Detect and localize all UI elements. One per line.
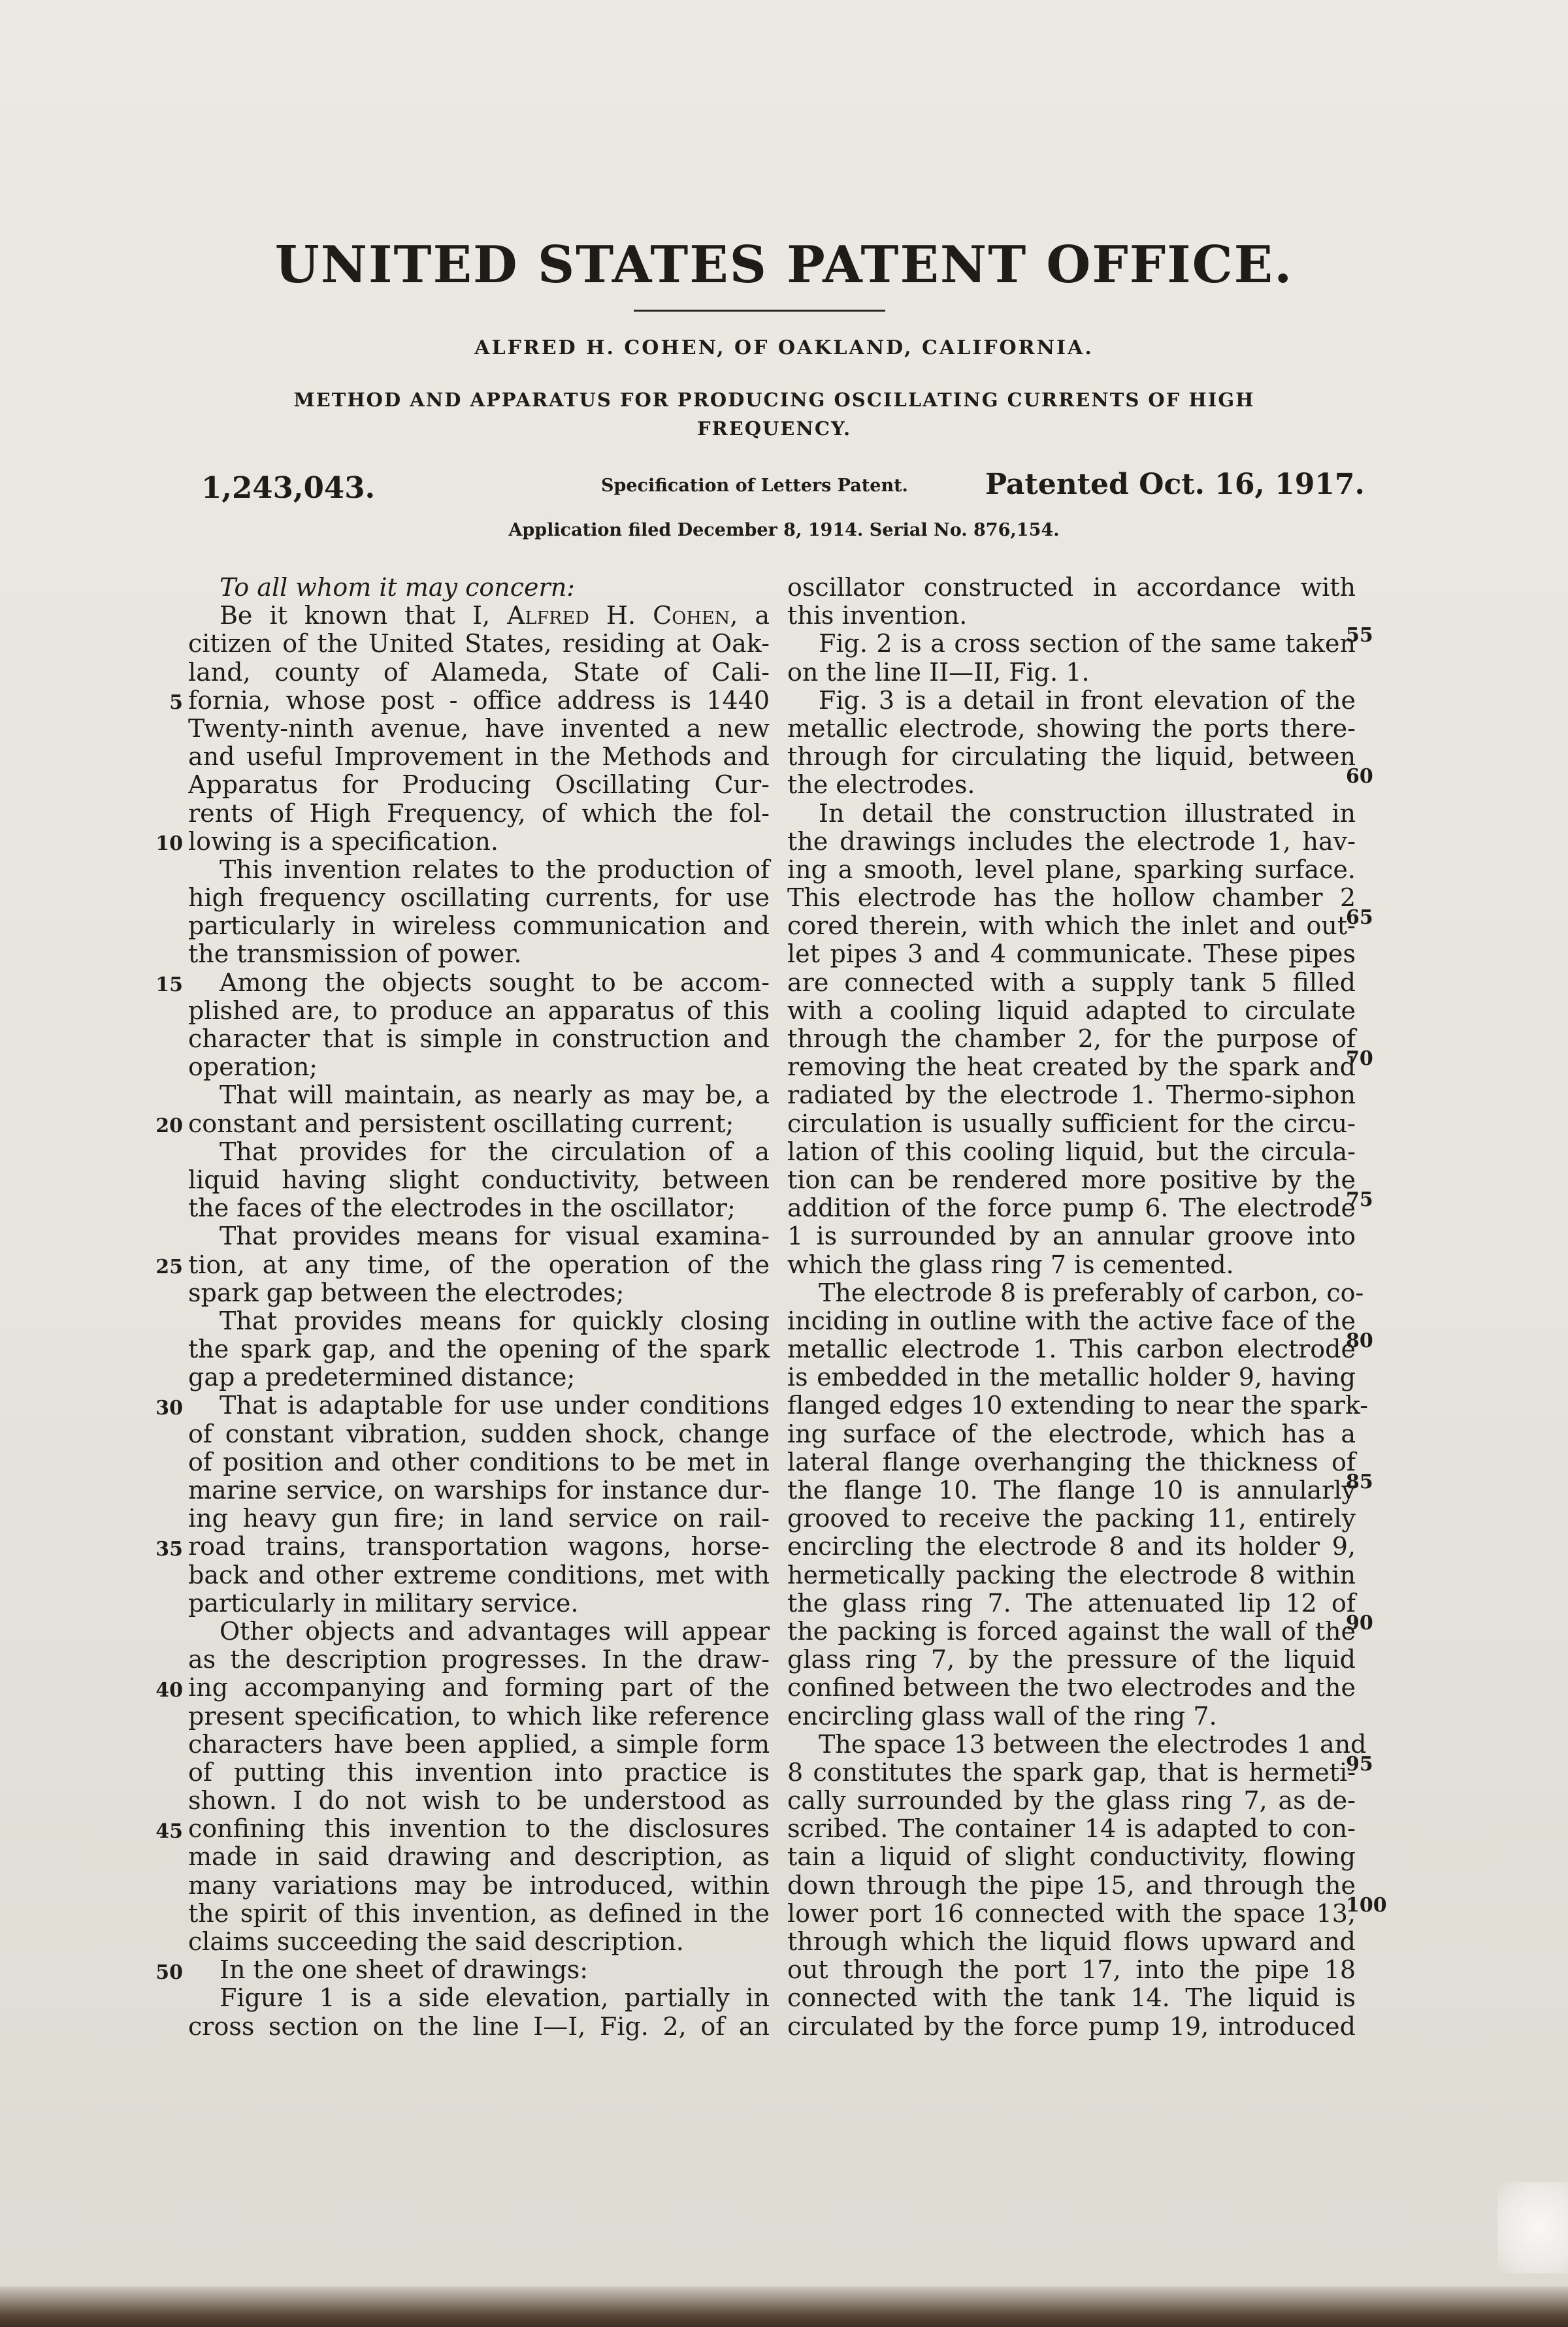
text-line: Apparatus for Producing Oscillating Cur- — [188, 770, 770, 800]
text-line: road trains, transportation wagons, horse- — [188, 1532, 770, 1561]
text-line: 1 is surrounded by an annular groove into — [787, 1222, 1356, 1251]
text-line: That provides for the circulation of a — [220, 1137, 770, 1166]
text-line: present specification, to which like reference — [188, 1701, 770, 1731]
text-line: citizen of the United States, residing at Oak- — [188, 629, 770, 659]
text-line: That will maintain, as nearly as may be, a — [220, 1081, 770, 1110]
line-number: 50 — [155, 1961, 183, 1984]
text-line: Fig. 2 is a cross section of the same taken — [819, 629, 1356, 659]
text-line: land, county of Alameda, State of Cali- — [188, 657, 770, 687]
line-number: 10 — [155, 832, 183, 855]
text-line: tion can be rendered more positive by the — [787, 1165, 1356, 1194]
line-number: 15 — [155, 973, 183, 996]
text-line: out through the port 17, into the pipe 18 — [787, 1955, 1356, 1985]
text-line: the glass ring 7. The attenuated lip 12 of — [787, 1588, 1356, 1618]
text-line: encircling glass wall of the ring 7. — [787, 1701, 1217, 1731]
line-number: 40 — [155, 1679, 183, 1702]
text-line: The space 13 between the electrodes 1 and — [819, 1729, 1367, 1759]
text-line: constant and persistent oscillating current; — [188, 1109, 734, 1138]
line-number: 55 — [1346, 624, 1373, 647]
text-line: This electrode has the hollow chamber 2 — [787, 883, 1356, 913]
text-line: This invention relates to the production of — [220, 854, 770, 884]
text-line: the transmission of power. — [188, 939, 522, 969]
text-line: In the one sheet of drawings: — [220, 1955, 589, 1985]
line-number: 75 — [1346, 1188, 1373, 1211]
text-line: this invention. — [787, 601, 968, 630]
line-number: 60 — [1346, 765, 1373, 788]
patent-number: 1,243,043. — [201, 470, 376, 505]
text-line: flanged edges 10 extending to near the spark- — [787, 1391, 1369, 1420]
heading-divider — [634, 310, 885, 312]
text-line: of constant vibration, sudden shock, change — [188, 1419, 770, 1448]
text-line: lowing is a specification. — [188, 826, 498, 856]
text-line: That provides means for visual examina- — [220, 1222, 770, 1251]
text-line: encircling the electrode 8 and its holder 9, — [787, 1532, 1356, 1561]
text-line: down through the pipe 15, and through the — [787, 1870, 1356, 1900]
text-line: of putting this invention into practice is — [188, 1757, 770, 1787]
paper-tear — [1497, 2182, 1568, 2273]
line-number: 5 — [169, 691, 183, 714]
text-line: radiated by the electrode 1. Thermo-siphon — [787, 1081, 1356, 1110]
invention-title: METHOD AND APPARATUS FOR PRODUCING OSCILLATING CURRENTS OF HIGH FREQUENCY. — [293, 389, 1255, 440]
text-line: circulation is usually sufficient for the circu- — [787, 1109, 1356, 1138]
text-line: characters have been applied, a simple form — [188, 1729, 770, 1759]
text-line: of position and other conditions to be met in — [188, 1447, 770, 1476]
text-line: inciding in outline with the active face of the — [787, 1306, 1356, 1335]
text-line: cross section on the line I—I, Fig. 2, of an — [188, 2011, 770, 2041]
text-line: through the chamber 2, for the purpose of — [787, 1024, 1356, 1053]
text-line: lower port 16 connected with the space 13, — [787, 1898, 1356, 1928]
line-number: 35 — [155, 1538, 183, 1561]
text-line: metallic electrode, showing the ports there- — [787, 713, 1356, 743]
text-line: Fig. 3 is a detail in front elevation of the — [819, 685, 1356, 715]
text-line: hermetically packing the electrode 8 within — [787, 1560, 1356, 1589]
text-line: lation of this cooling liquid, but the circula- — [787, 1137, 1356, 1166]
text-line: ing accompanying and forming part of the — [188, 1673, 770, 1702]
text-line: lateral flange overhanging the thickness of — [787, 1447, 1356, 1476]
text-line: through for circulating the liquid, between — [787, 742, 1356, 772]
salutation: To all whom it may concern: — [220, 573, 575, 602]
line-number: 85 — [1346, 1471, 1373, 1493]
line-number: 80 — [1346, 1329, 1373, 1352]
text-line: liquid having slight conductivity, between — [188, 1165, 770, 1194]
application-filed-line: Application filed December 8, 1914. Serial No. 876,154. — [508, 520, 1060, 540]
text-line: oscillator constructed in accordance with — [787, 573, 1356, 602]
line-number: 30 — [155, 1397, 183, 1420]
text-line: the drawings includes the electrode 1, hav- — [787, 826, 1356, 856]
text-line: glass ring 7, by the pressure of the liquid — [787, 1645, 1356, 1674]
text-line: 8 constitutes the spark gap, that is hermeti- — [787, 1757, 1356, 1787]
text-line: Other objects and advantages will appear — [220, 1616, 770, 1646]
text-line: the spark gap, and the opening of the spark — [188, 1335, 770, 1364]
text-line: ing a smooth, level plane, sparking surface. — [787, 854, 1356, 884]
text-line: removing the heat created by the spark and — [787, 1052, 1356, 1082]
text-line: made in said drawing and description, as — [188, 1842, 770, 1872]
inventor-line: ALFRED H. COHEN, OF OAKLAND, CALIFORNIA. — [474, 336, 1094, 359]
text-line: The electrode 8 is preferably of carbon, co- — [819, 1278, 1364, 1307]
text-line: marine service, on warships for instance dur- — [188, 1476, 770, 1505]
left-text-column — [188, 574, 770, 2041]
text-line: particularly in wireless communication and — [188, 911, 770, 941]
text-line: on the line II—II, Fig. 1. — [787, 657, 1090, 687]
text-line: metallic electrode 1. This carbon electrode — [787, 1335, 1356, 1364]
line-number: 90 — [1346, 1612, 1373, 1635]
text-line: In detail the construction illustrated in — [819, 798, 1356, 828]
text-line: with a cooling liquid adapted to circulate — [787, 996, 1356, 1025]
line-number: 65 — [1346, 906, 1373, 929]
text-line: ing heavy gun fire; in land service on rail- — [188, 1504, 770, 1533]
line-number: 100 — [1346, 1894, 1387, 1917]
text-line: cored therein, with which the inlet and out- — [787, 911, 1356, 941]
text-line: many variations may be introduced, within — [188, 1870, 770, 1900]
text-line: shown. I do not wish to be understood as — [188, 1786, 770, 1815]
text-line: let pipes 3 and 4 communicate. These pipes — [787, 939, 1356, 969]
text-line: confining this invention to the disclosures — [188, 1814, 770, 1844]
text-line: back and other extreme conditions, met with — [188, 1560, 770, 1589]
text-line: as the description progresses. In the draw- — [188, 1645, 770, 1674]
text-line: high frequency oscillating currents, for use — [188, 883, 770, 913]
office-heading: UNITED STATES PATENT OFFICE. — [274, 235, 1294, 295]
specification-label: Specification of Letters Patent. — [601, 476, 908, 496]
text-line: tain a liquid of slight conductivity, flowing — [787, 1842, 1356, 1872]
text-line: gap a predetermined distance; — [188, 1363, 576, 1392]
line-number: 70 — [1346, 1047, 1373, 1070]
text-line: character that is simple in construction and — [188, 1024, 770, 1053]
text-line: rents of High Frequency, of which the fol- — [188, 798, 770, 828]
text-line: tion, at any time, of the operation of the — [188, 1250, 770, 1279]
text-line: the flange 10. The flange 10 is annularly — [787, 1476, 1356, 1505]
patented-date: Patented Oct. 16, 1917. — [985, 468, 1365, 501]
frame-edge — [0, 2286, 1568, 2327]
text-line: through which the liquid flows upward and — [787, 1927, 1356, 1956]
text-line: the faces of the electrodes in the oscillator; — [188, 1194, 736, 1223]
text-line: ing surface of the electrode, which has a — [787, 1419, 1356, 1448]
text-line: are connected with a supply tank 5 filled — [787, 968, 1356, 997]
text-line: Figure 1 is a side elevation, partially in — [220, 1983, 770, 2013]
text-line: connected with the tank 14. The liquid is — [787, 1983, 1356, 2013]
text-line: That is adaptable for use under conditions — [220, 1391, 770, 1420]
text-line: cally surrounded by the glass ring 7, as de- — [787, 1786, 1356, 1815]
text-line: grooved to receive the packing 11, entirely — [787, 1504, 1356, 1533]
text-line: plished are, to produce an apparatus of this — [188, 996, 770, 1025]
line-number: 95 — [1346, 1753, 1373, 1776]
text-line: scribed. The container 14 is adapted to con- — [787, 1814, 1356, 1844]
line-number: 20 — [155, 1115, 183, 1137]
line-number: 25 — [155, 1256, 183, 1278]
text-line: addition of the force pump 6. The electrode — [787, 1194, 1356, 1223]
text-line: the electrodes. — [787, 770, 975, 800]
text-line: claims succeeding the said description. — [188, 1927, 684, 1956]
text-line: Twenty-ninth avenue, have invented a new — [188, 713, 770, 743]
text-line: That provides means for quickly closing — [220, 1306, 770, 1335]
inventor-name: Alfred H. Cohen — [507, 601, 730, 630]
text-line: operation; — [188, 1052, 318, 1082]
text-line: which the glass ring 7 is cemented. — [787, 1250, 1234, 1279]
text-line: spark gap between the electrodes; — [188, 1278, 625, 1307]
text-line: Among the objects sought to be accom- — [220, 968, 770, 997]
text-line: Be it known that I, Alfred H. Cohen, a — [220, 601, 770, 630]
line-number: 45 — [155, 1820, 183, 1843]
text-line: and useful Improvement in the Methods and — [188, 742, 770, 772]
text-line: the spirit of this invention, as defined in the — [188, 1898, 770, 1928]
text-line: is embedded in the metallic holder 9, having — [787, 1363, 1356, 1392]
text-line: particularly in military service. — [188, 1588, 579, 1618]
text-line: circulated by the force pump 19, introduced — [787, 2011, 1356, 2041]
text-line: fornia, whose post - office address is 1440 — [188, 685, 770, 715]
text-line: confined between the two electrodes and the — [787, 1673, 1356, 1702]
text-line: the packing is forced against the wall of the — [787, 1616, 1356, 1646]
